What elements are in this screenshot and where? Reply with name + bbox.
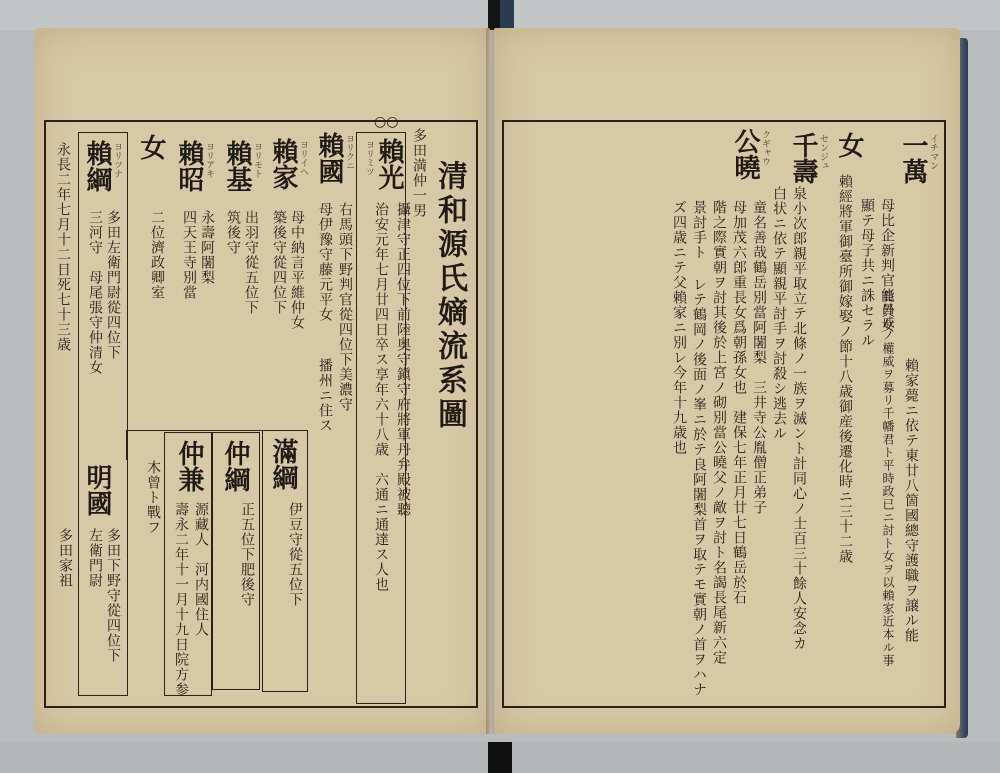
open-book — [30, 28, 970, 744]
senju-reading: センジュ — [818, 134, 828, 170]
page-title: 清和源氏嫡流系圖 — [432, 160, 467, 432]
yorimoto-reading: ヨリモト — [252, 142, 262, 178]
yorikuni-line3: 播州ニ住ス — [317, 358, 333, 433]
yoritsuna-line3: 永長二年七月十二日死七十三歳 — [55, 142, 71, 352]
senju-name: 千壽 — [788, 132, 818, 184]
bleed-through-text — [524, 148, 543, 239]
yorimitsu-line2: 治安元年七月廿四日卒ス享年六十八歳 六通ニ通達ス人也 — [373, 202, 389, 592]
circle-marks: ○○ — [374, 114, 399, 130]
yorie-reading: ヨリイヘ — [298, 140, 308, 176]
yorikuni-line2: 母伊豫守藤元平女 — [317, 202, 333, 322]
yorimitsu-relation: 多田満仲一男 — [411, 128, 427, 218]
ichiman-line4: 顯テ母子共ニ誅セラル — [859, 198, 875, 348]
yoriaki-line2: 四天王寺別當 — [181, 210, 197, 300]
yoritsuna-reading: ヨリツナ — [112, 142, 122, 178]
yorimoto-line2: 筑後守 — [225, 210, 241, 255]
kugyo-line2: 母加茂六郎重長女爲朝孫女也 建保七年正月廿七日鶴岳於石 — [731, 200, 747, 605]
kugyo-line1: 童名善哉鶴岳別當阿闍梨 三井寺公胤僧正弟子 — [751, 200, 767, 515]
top-background-bar — [0, 0, 1000, 30]
yorimoto-line1: 出羽守從五位下 — [243, 210, 259, 315]
mitsuna-name: 滿綱 — [268, 438, 298, 490]
yorikuni-reading: ヨリクニ — [344, 134, 354, 170]
nakatsuna-box — [212, 432, 260, 690]
nakakane-line3: 木曾ト戰フ — [145, 460, 161, 535]
left-page — [34, 28, 490, 734]
yorikuni-name: 賴國 — [314, 132, 344, 184]
yorimitsu-name: 賴光 — [374, 138, 404, 190]
top-dark-strip — [488, 0, 500, 30]
bottom-background-bar — [0, 742, 1000, 773]
nakatsuna-line1: 正五位下肥後守 — [239, 502, 255, 607]
ichiman-name: 一萬 — [898, 132, 928, 184]
nakakane-name: 仲兼 — [174, 440, 204, 492]
ichiman-line3: 員外戚ノ權威ヲ募リ千幡君ト平時政已ニ討ト女ヲ以賴家近本ル事 — [881, 290, 895, 667]
ichiman-line2: 賴家薨ニ依テ東廿八箇國總守護職ヲ譲ル能 — [903, 358, 919, 643]
senju-line1: 泉小次郎親平取立テ北條ノ一族ヲ滅ント計同心ノ士百三十餘人安念カ — [791, 186, 807, 651]
yorie-line1: 母中納言平維仲女 — [289, 210, 305, 330]
nakatsuna-name: 仲綱 — [220, 440, 250, 492]
akikuni-line1: 多田下野守從四位下 — [105, 528, 121, 663]
nakakane-line1: 源藏人 河内國住人 — [193, 502, 209, 637]
daughter-line1: 賴經將軍御臺所御嫁娶ノ節十八歳御産後遷化時ニ三十二歳 — [837, 174, 853, 564]
yoritsuna-line2: 三河守 母尾張守仲清女 — [87, 210, 103, 375]
yorikuni-line1: 右馬頭下野判官從四位下美濃守 — [337, 202, 353, 412]
nakakane-box — [164, 432, 212, 696]
yorimitsu-box — [356, 132, 406, 704]
bottom-dark-strip — [488, 742, 512, 773]
yorimitsu-reading: ヨリミツ — [364, 140, 374, 176]
akikuni-name: 明國 — [82, 464, 112, 516]
yoritsuna-name: 賴綱 — [82, 140, 112, 192]
tree-connector-line — [126, 430, 127, 460]
akikuni-line2: 左衛門尉 — [87, 528, 103, 588]
mitsuna-line1: 伊豆守從五位下 — [287, 502, 303, 607]
yorie-line2: 築後守從四位下 — [271, 210, 287, 315]
kugyo-line5: ズ四歳ニテ父賴家ニ別レ今年十九歳也 — [671, 200, 687, 455]
yoriaki-line1: 永壽阿闍梨 — [199, 210, 215, 285]
kugyo-reading: クギャウ — [760, 130, 770, 166]
kugyo-line4: 景討手ト レテ鶴岡ノ後面ノ峯ニ於テ良阿闍梨首ヲ取テモ實朝ノ首ヲハナ — [691, 200, 707, 697]
kugyo-line3: 階之際實朝ヲ討其後於上宮ノ砌別當公曉父ノ敵ヲ討ト名謁長尾新六定 — [711, 200, 727, 665]
daughter-name: 女 — [834, 132, 864, 158]
daughter-line1: 二位濟政卿室 — [149, 210, 165, 300]
right-page — [494, 28, 960, 734]
mitsuna-box — [262, 430, 308, 692]
yoritsuna-line1: 多田左衛門尉從四位下 — [105, 210, 121, 360]
yoriaki-name: 賴昭 — [174, 140, 204, 192]
senju-line2: 白状ニ依テ顯親平討手ヲ討殺シ逃去ル — [771, 186, 787, 441]
yorie-name: 賴家 — [268, 138, 298, 190]
tree-connector-line — [126, 430, 262, 431]
yorimoto-name: 賴基 — [222, 140, 252, 192]
nakakane-line2: 壽永二年十一月十九日院方参 — [173, 502, 189, 697]
ichiman-line1: 母比企新判官能員女 — [879, 198, 895, 333]
daughter-name: 女 — [136, 134, 166, 160]
yorimitsu-line1: 攝津守正四位下前陸奥守鎭守府將軍丹弁殿被聽 — [395, 202, 411, 517]
yoriaki-reading: ヨリアキ — [204, 142, 214, 178]
top-blue-strip — [500, 0, 514, 30]
kugyo-name: 公曉 — [730, 128, 760, 180]
ichiman-reading: イチマン — [928, 134, 938, 170]
akikuni-line3: 多田家祖 — [57, 528, 73, 588]
